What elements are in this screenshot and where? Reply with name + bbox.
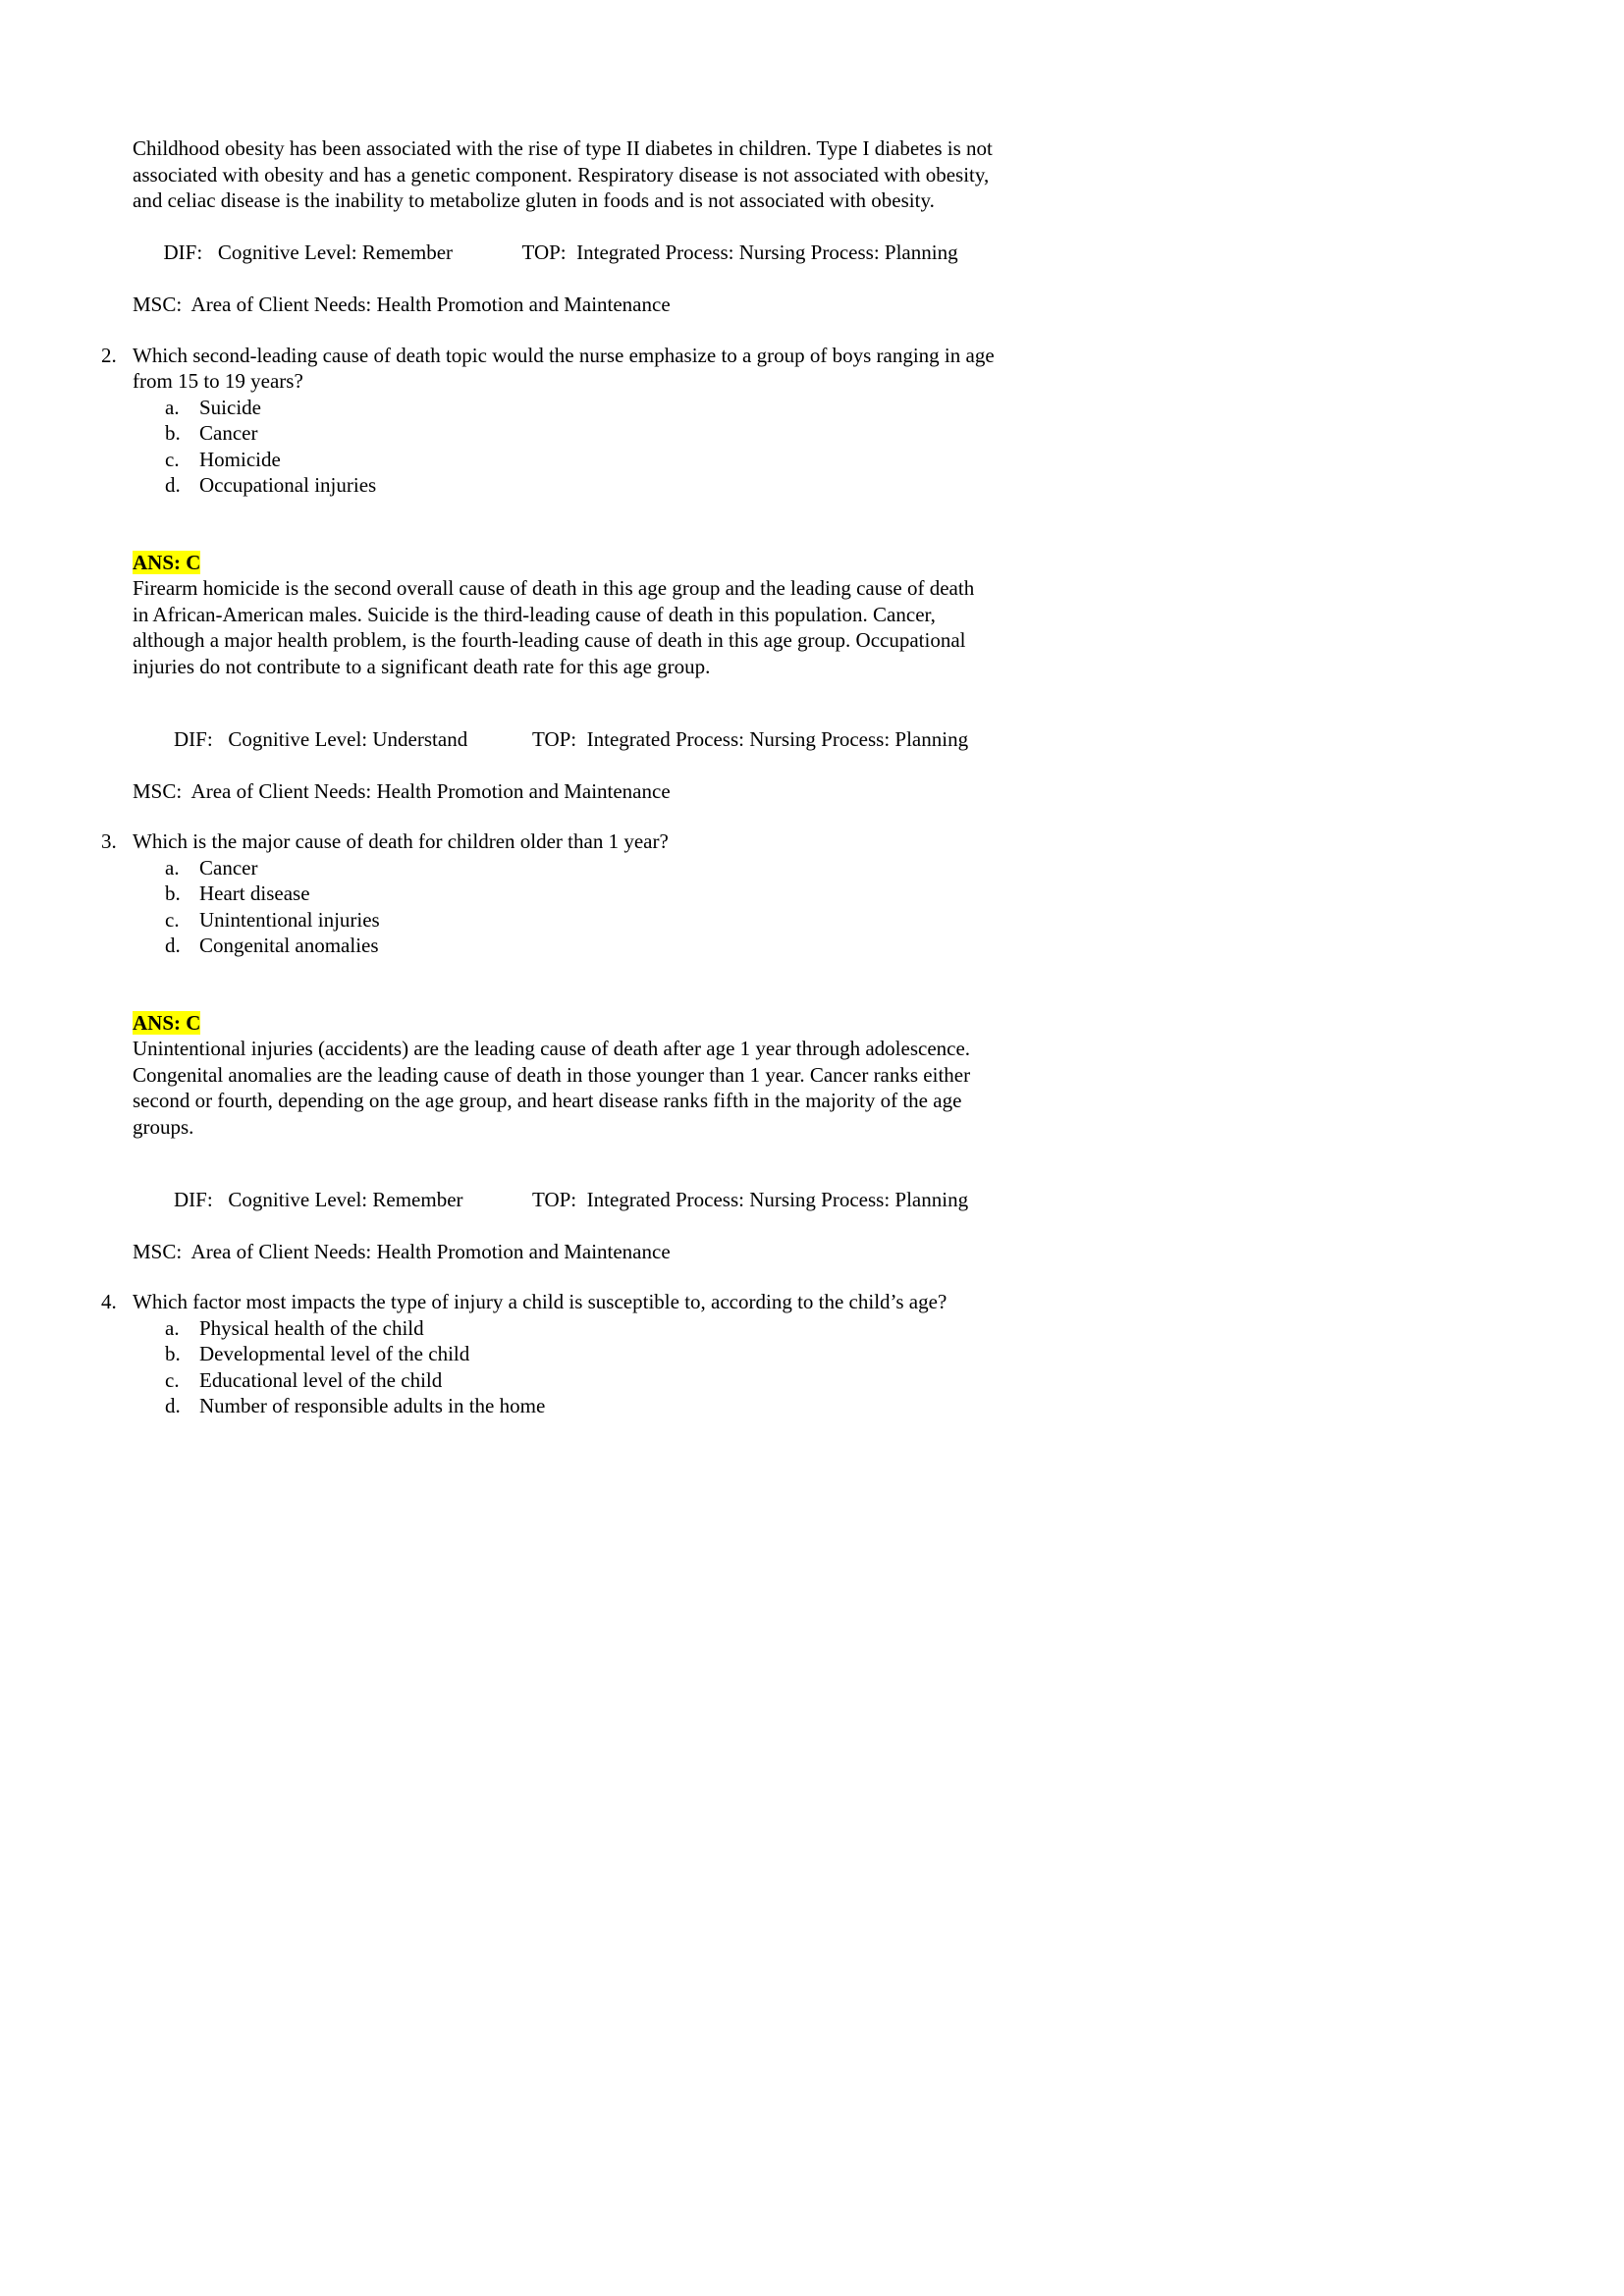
question-2-answer-highlight: ANS: C — [133, 550, 201, 574]
question-3-answer-line — [133, 1010, 995, 1037]
option-letter: d. — [165, 473, 181, 497]
option-letter: c. — [165, 1367, 180, 1392]
question-4-text: Which factor most impacts the type of injury a child is susceptible to, according to the child’s age? — [133, 1290, 947, 1313]
option-text: Occupational injuries — [199, 473, 377, 497]
option-letter: a. — [165, 855, 180, 880]
option-text: Suicide — [199, 395, 261, 419]
question-2-options — [165, 395, 995, 499]
question-4-option-d — [165, 1393, 995, 1419]
question1-dif: DIF: Cognitive Level: Remember — [163, 240, 454, 264]
page-content — [101, 135, 995, 1419]
question-4 — [101, 1289, 995, 1419]
question-3-option-d — [165, 933, 995, 959]
option-letter: d. — [165, 934, 181, 957]
question-2-dif: DIF: Cognitive Level: Understand — [174, 726, 468, 751]
question-2-meta-line — [133, 700, 995, 778]
question-4-options — [165, 1315, 995, 1419]
question-2-text: Which second-leading cause of death topic would the nurse emphasize to a group of boys ranging in age from 15 to 19 years? — [133, 343, 995, 393]
question-3-text: Which is the major cause of death for children older than 1 year? — [133, 829, 669, 853]
option-letter: a. — [165, 395, 180, 419]
question1-meta-line — [133, 214, 995, 293]
option-letter: c. — [165, 907, 180, 932]
question1-rationale: Childhood obesity has been associated with the rise of type II diabetes in children. Type I diabetes is not associated with obesity and has a genetic component. Respiratory disease is not associated with obesity, and celiac disease is the inability to metabolize gluten in foods and is not associated with obesity. — [133, 136, 993, 212]
option-text: Number of responsible adults in the home — [199, 1394, 546, 1417]
option-text: Developmental level of the child — [199, 1342, 470, 1365]
option-text: Homicide — [199, 447, 281, 471]
question-2-answer-line — [133, 550, 995, 576]
question-3-msc: MSC: Area of Client Needs: Health Promotion and Maintenance — [133, 1239, 671, 1263]
question-2-option-b — [165, 420, 995, 447]
question-3-number: 3. — [101, 829, 117, 853]
question-2 — [101, 343, 995, 805]
question-4-option-b — [165, 1341, 995, 1367]
option-text: Congenital anomalies — [199, 934, 379, 957]
question-3-option-c — [165, 907, 995, 934]
question-2-option-a — [165, 395, 995, 421]
question-2-msc: MSC: Area of Client Needs: Health Promotion and Maintenance — [133, 778, 671, 803]
question-2-number: 2. — [101, 343, 117, 367]
question-3-meta-line — [133, 1160, 995, 1239]
question-4-number: 4. — [101, 1290, 117, 1313]
question1-msc: MSC: Area of Client Needs: Health Promotion and Maintenance — [133, 293, 671, 316]
option-text: Physical health of the child — [199, 1315, 424, 1340]
option-letter: b. — [165, 1342, 181, 1365]
question1-top: TOP: Integrated Process: Nursing Process: Planning — [521, 240, 958, 264]
option-letter: a. — [165, 1315, 180, 1340]
option-letter: d. — [165, 1394, 181, 1417]
question-3-options — [165, 855, 995, 959]
question-2-option-c — [165, 447, 995, 473]
option-letter: b. — [165, 421, 181, 445]
option-text: Heart disease — [199, 881, 310, 905]
question-4-option-c — [165, 1367, 995, 1394]
question-4-option-a — [165, 1315, 995, 1342]
question-2-rationale: Firearm homicide is the second overall cause of death in this age group and the leading cause of death in African-American males. Suicide is the third-leading cause of death in this population. Cancer, although a major health problem, is the fourth-leading cause of death in this age group. Occupational injuries do not contribute to a significant death rate for this age group. — [133, 576, 975, 678]
question-3-option-b — [165, 881, 995, 907]
question-3-option-a — [165, 855, 995, 881]
question-2-top: TOP: Integrated Process: Nursing Process: Planning — [532, 726, 969, 751]
question-3 — [101, 828, 995, 1264]
question-3-top: TOP: Integrated Process: Nursing Process: Planning — [532, 1187, 969, 1211]
option-text: Cancer — [199, 421, 258, 445]
option-letter: b. — [165, 881, 181, 905]
option-text: Educational level of the child — [199, 1367, 443, 1392]
question-3-answer-highlight: ANS: C — [133, 1010, 201, 1035]
question-3-rationale: Unintentional injuries (accidents) are the leading cause of death after age 1 year through adolescence. Congenital anomalies are the leading cause of death in those younger than 1 year. Cancer ranks either second or fourth, depending on the age group, and heart disease ranks fifth in the majority of the age groups. — [133, 1037, 971, 1139]
option-text: Cancer — [199, 855, 258, 880]
question-2-option-d — [165, 472, 995, 499]
option-letter: c. — [165, 447, 180, 471]
option-text: Unintentional injuries — [199, 907, 380, 932]
question-3-dif: DIF: Cognitive Level: Remember — [174, 1187, 463, 1211]
